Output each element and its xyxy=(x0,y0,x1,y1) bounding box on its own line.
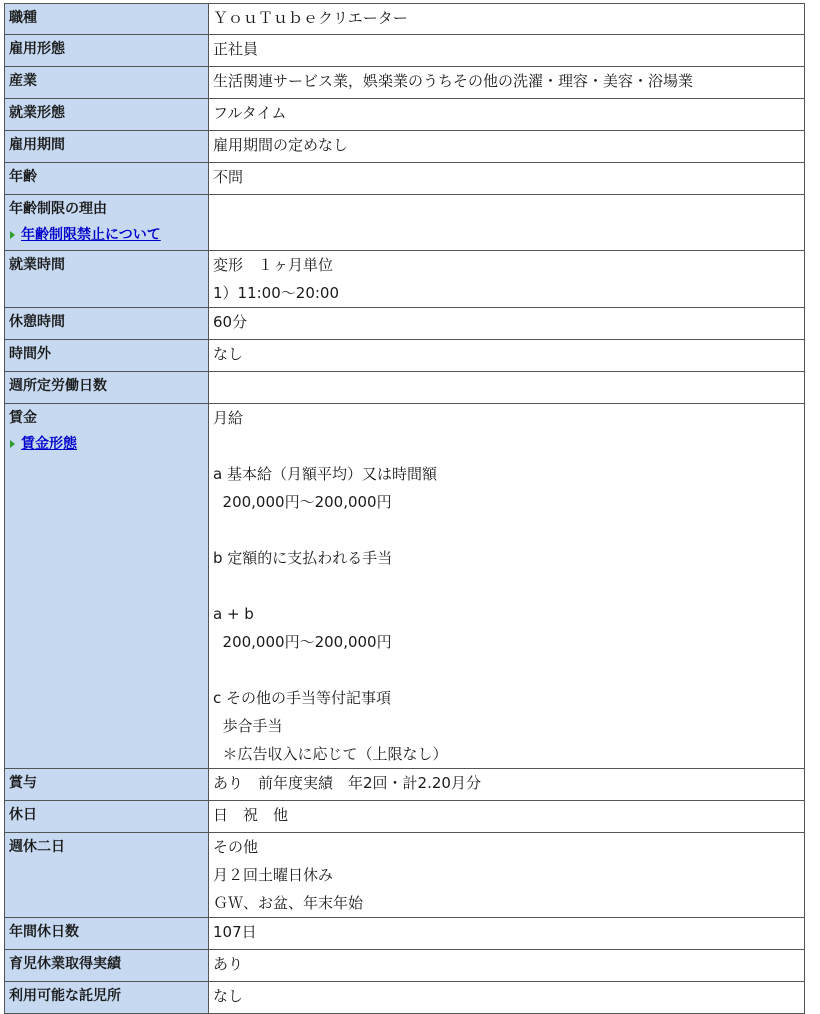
row-value-cell xyxy=(209,308,805,340)
table-row xyxy=(5,982,805,1014)
arrow-right-icon xyxy=(10,231,15,239)
table-row xyxy=(5,163,805,195)
row-value-cell xyxy=(209,833,805,918)
row-label: 年間休日数 xyxy=(9,924,79,940)
row-value-line: 変形 １ヶ月単位 xyxy=(213,256,334,274)
row-label: 週所定労働日数 xyxy=(9,378,107,394)
row-label: 年齢 xyxy=(9,169,37,185)
row-value-cell xyxy=(209,801,805,833)
row-value-cell xyxy=(209,131,805,163)
row-value-cell xyxy=(209,195,805,251)
row-label-cell xyxy=(5,340,209,372)
table-row xyxy=(5,131,805,163)
row-label-cell xyxy=(5,833,209,918)
row-value-line: 107日 xyxy=(213,923,257,941)
row-label-cell xyxy=(5,801,209,833)
row-label-cell xyxy=(5,372,209,404)
table-row xyxy=(5,99,805,131)
row-value-line: 月２回土曜日休み xyxy=(213,866,334,884)
row-value-line: 日 祝 他 xyxy=(213,806,289,824)
row-label: 賃金 xyxy=(9,410,37,426)
row-label-cell xyxy=(5,131,209,163)
row-label-cell xyxy=(5,67,209,99)
table-row xyxy=(5,35,805,67)
row-value-line: 月給 xyxy=(213,409,244,427)
table-row xyxy=(5,404,805,769)
row-label: 休日 xyxy=(9,807,37,823)
row-label-cell xyxy=(5,308,209,340)
row-value-line: 60分 xyxy=(213,313,248,331)
row-label: 産業 xyxy=(9,73,37,89)
table-row xyxy=(5,918,805,950)
row-label: 育児休業取得実績 xyxy=(9,956,121,972)
row-label: 週休二日 xyxy=(9,839,65,855)
info-link[interactable]: 賃金形態 xyxy=(21,436,77,452)
table-row xyxy=(5,308,805,340)
row-label: 時間外 xyxy=(9,346,51,362)
table-row xyxy=(5,4,805,35)
job-details-rows xyxy=(5,4,805,1014)
row-label-cell xyxy=(5,982,209,1014)
row-label-cell xyxy=(5,195,209,251)
row-value-line xyxy=(213,572,800,600)
row-value-line: なし xyxy=(213,345,244,363)
row-value-line: ＧＷ、お盆、年末年始 xyxy=(213,894,364,912)
info-link-row xyxy=(9,223,204,247)
row-value-cell xyxy=(209,163,805,195)
row-value-line: 正社員 xyxy=(213,40,259,58)
row-value-line: 歩合手当 xyxy=(213,717,283,735)
row-label: 雇用期間 xyxy=(9,137,65,153)
row-value-cell xyxy=(209,35,805,67)
row-label-cell xyxy=(5,99,209,131)
table-row xyxy=(5,67,805,99)
row-label: 賞与 xyxy=(9,775,37,791)
row-label-cell xyxy=(5,769,209,801)
row-label: 利用可能な託児所 xyxy=(9,988,121,1004)
row-value-line: 雇用期間の定めなし xyxy=(213,136,349,154)
row-label: 休憩時間 xyxy=(9,314,65,330)
row-label: 就業時間 xyxy=(9,257,65,273)
row-value-line: なし xyxy=(213,987,244,1005)
table-row xyxy=(5,251,805,308)
row-label: 就業形態 xyxy=(9,105,65,121)
row-label-cell xyxy=(5,4,209,35)
row-value-cell xyxy=(209,918,805,950)
row-value-line: b 定額的に支払われる手当 xyxy=(213,549,393,567)
row-value-line: a 基本給（月額平均）又は時間額 xyxy=(213,465,437,483)
row-value-cell xyxy=(209,404,805,769)
row-value-cell xyxy=(209,982,805,1014)
row-value-line: フルタイム xyxy=(213,104,287,122)
row-value-cell xyxy=(209,4,805,35)
row-label-cell xyxy=(5,251,209,308)
row-label-cell xyxy=(5,35,209,67)
job-details-table xyxy=(4,3,805,1014)
row-value-line: あり 前年度実績 年2回・計2.20月分 xyxy=(213,774,481,792)
arrow-right-icon xyxy=(10,440,15,448)
row-value-line: その他 xyxy=(213,838,259,856)
row-label-cell xyxy=(5,918,209,950)
row-value-cell xyxy=(209,769,805,801)
table-row xyxy=(5,769,805,801)
row-value-cell xyxy=(209,372,805,404)
row-value-line xyxy=(213,372,800,400)
row-value-line: ＊広告収入に応じて（上限なし） xyxy=(213,745,448,763)
row-value-cell xyxy=(209,67,805,99)
row-value-line: 200,000円～200,000円 xyxy=(213,633,392,651)
row-label: 職種 xyxy=(9,10,37,26)
row-label: 年齢制限の理由 xyxy=(9,201,107,217)
row-label: 雇用形態 xyxy=(9,41,65,57)
table-row xyxy=(5,340,805,372)
row-value-cell xyxy=(209,340,805,372)
row-value-line xyxy=(213,656,800,684)
row-value-line: 不問 xyxy=(213,168,244,186)
table-row xyxy=(5,833,805,918)
row-value-line: 200,000円～200,000円 xyxy=(213,493,392,511)
row-label-cell xyxy=(5,404,209,769)
row-value-line: 1）11:00～20:00 xyxy=(213,284,339,302)
table-row xyxy=(5,801,805,833)
row-value-cell xyxy=(209,99,805,131)
row-value-line: ＹｏｕＴｕｂｅクリエーター xyxy=(213,9,408,27)
row-value-line: 生活関連サービス業，娯楽業のうちその他の洗濯・理容・美容・浴場業 xyxy=(213,72,694,90)
row-value-line xyxy=(213,516,800,544)
row-value-line: a + b xyxy=(213,605,254,623)
row-value-cell xyxy=(209,251,805,308)
info-link-row xyxy=(9,432,204,456)
table-row xyxy=(5,195,805,251)
row-label-cell xyxy=(5,163,209,195)
row-value-line: c その他の手当等付記事項 xyxy=(213,689,392,707)
row-value-line: あり xyxy=(213,955,244,973)
info-link[interactable]: 年齢制限禁止について xyxy=(21,227,161,243)
row-value-line xyxy=(213,432,800,460)
row-value-line xyxy=(213,195,800,223)
table-row xyxy=(5,372,805,404)
